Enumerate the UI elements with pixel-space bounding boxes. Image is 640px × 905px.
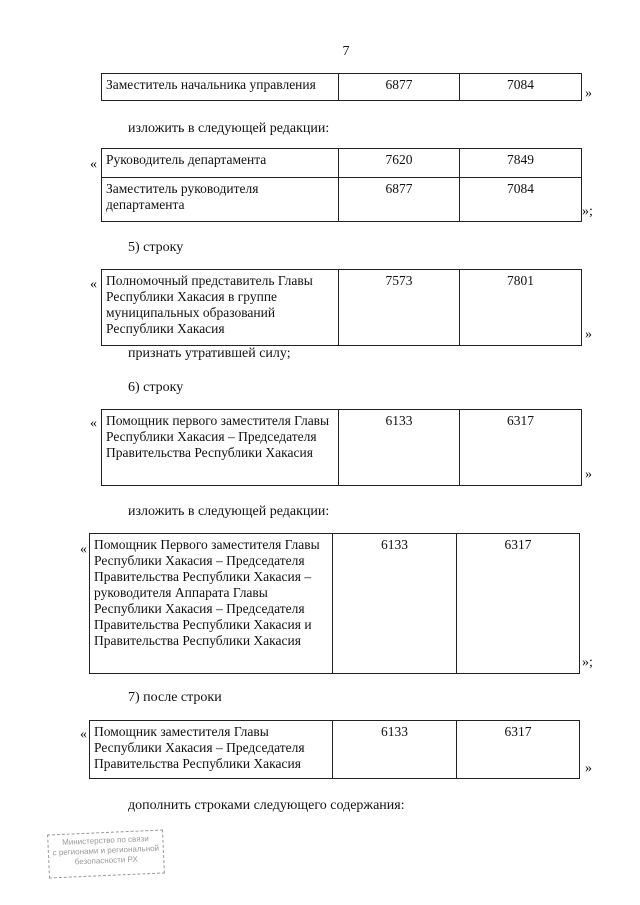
close-quote: »	[585, 327, 592, 342]
open-quote: «	[80, 727, 87, 742]
table-row	[90, 534, 580, 674]
row-title: Полномочный представитель Главы Республики Хакасия в группе муниципальных образований Республики Хакасия	[102, 270, 339, 346]
paragraph: изложить в следующей редакции:	[128, 504, 330, 519]
table-5	[89, 533, 580, 674]
row-value-1: 7620	[339, 149, 460, 178]
row-value-2: 7849	[460, 149, 582, 178]
close-quote: »;	[582, 204, 593, 219]
row-value-2: 6317	[460, 410, 582, 486]
table-4	[101, 409, 582, 486]
item-5: 5) строку	[128, 240, 184, 255]
page-number: 7	[342, 44, 350, 59]
row-value-2: 7084	[460, 178, 582, 222]
close-quote: »;	[582, 655, 593, 670]
open-quote: «	[80, 542, 87, 557]
table-row	[102, 74, 582, 101]
item-6: 6) строку	[128, 380, 184, 395]
row-value-2: 7084	[460, 74, 582, 101]
row-value-2: 7801	[460, 270, 582, 346]
item-7: 7) после строки	[128, 690, 222, 705]
row-value-1: 6133	[339, 410, 460, 486]
row-value-1: 6133	[333, 721, 457, 779]
open-quote: «	[90, 277, 97, 292]
table-row	[102, 149, 582, 178]
close-quote: »	[585, 761, 592, 776]
table-row	[102, 410, 582, 486]
close-quote: »	[585, 467, 592, 482]
row-value-1: 6133	[333, 534, 457, 674]
stamp-line: с регионами и региональной	[52, 843, 160, 858]
row-value-1: 7573	[339, 270, 460, 346]
table-6	[89, 720, 580, 779]
open-quote: «	[90, 416, 97, 431]
row-value-1: 6877	[339, 178, 460, 222]
row-title: Заместитель начальника управления	[102, 74, 339, 101]
row-title: Помощник заместителя Главы Республики Хакасия – Председателя Правительства Республики Хакасия	[90, 721, 333, 779]
table-row	[102, 270, 582, 346]
row-value-2: 6317	[457, 721, 580, 779]
registration-stamp	[47, 829, 165, 878]
close-quote: »	[585, 86, 592, 101]
table-1	[101, 73, 582, 101]
table-row	[102, 178, 582, 222]
table-row	[90, 721, 580, 779]
open-quote: «	[90, 157, 97, 172]
table-3	[101, 269, 582, 346]
paragraph: изложить в следующей редакции:	[128, 121, 330, 136]
row-title: Помощник первого заместителя Главы Республики Хакасия – Председателя Правительства Республики Хакасия	[102, 410, 339, 486]
stamp-line: Министерство по связи	[61, 834, 149, 847]
row-title: Заместитель руководителя департамента	[102, 178, 339, 222]
row-title: Помощник Первого заместителя Главы Республики Хакасия – Председателя Правительства Республики Хакасия – руководителя Аппарата Главы Республики Хакасия – Председателя Правительства Республики Хакасия и Правительства Республики Хакасия	[90, 534, 333, 674]
paragraph: дополнить строками следующего содержания:	[128, 798, 405, 813]
stamp-line: безопасности РХ	[74, 854, 138, 867]
table-2	[101, 148, 582, 222]
row-value-1: 6877	[339, 74, 460, 101]
row-title: Руководитель департамента	[102, 149, 339, 178]
paragraph: признать утратившей силу;	[128, 346, 291, 361]
row-value-2: 6317	[457, 534, 580, 674]
